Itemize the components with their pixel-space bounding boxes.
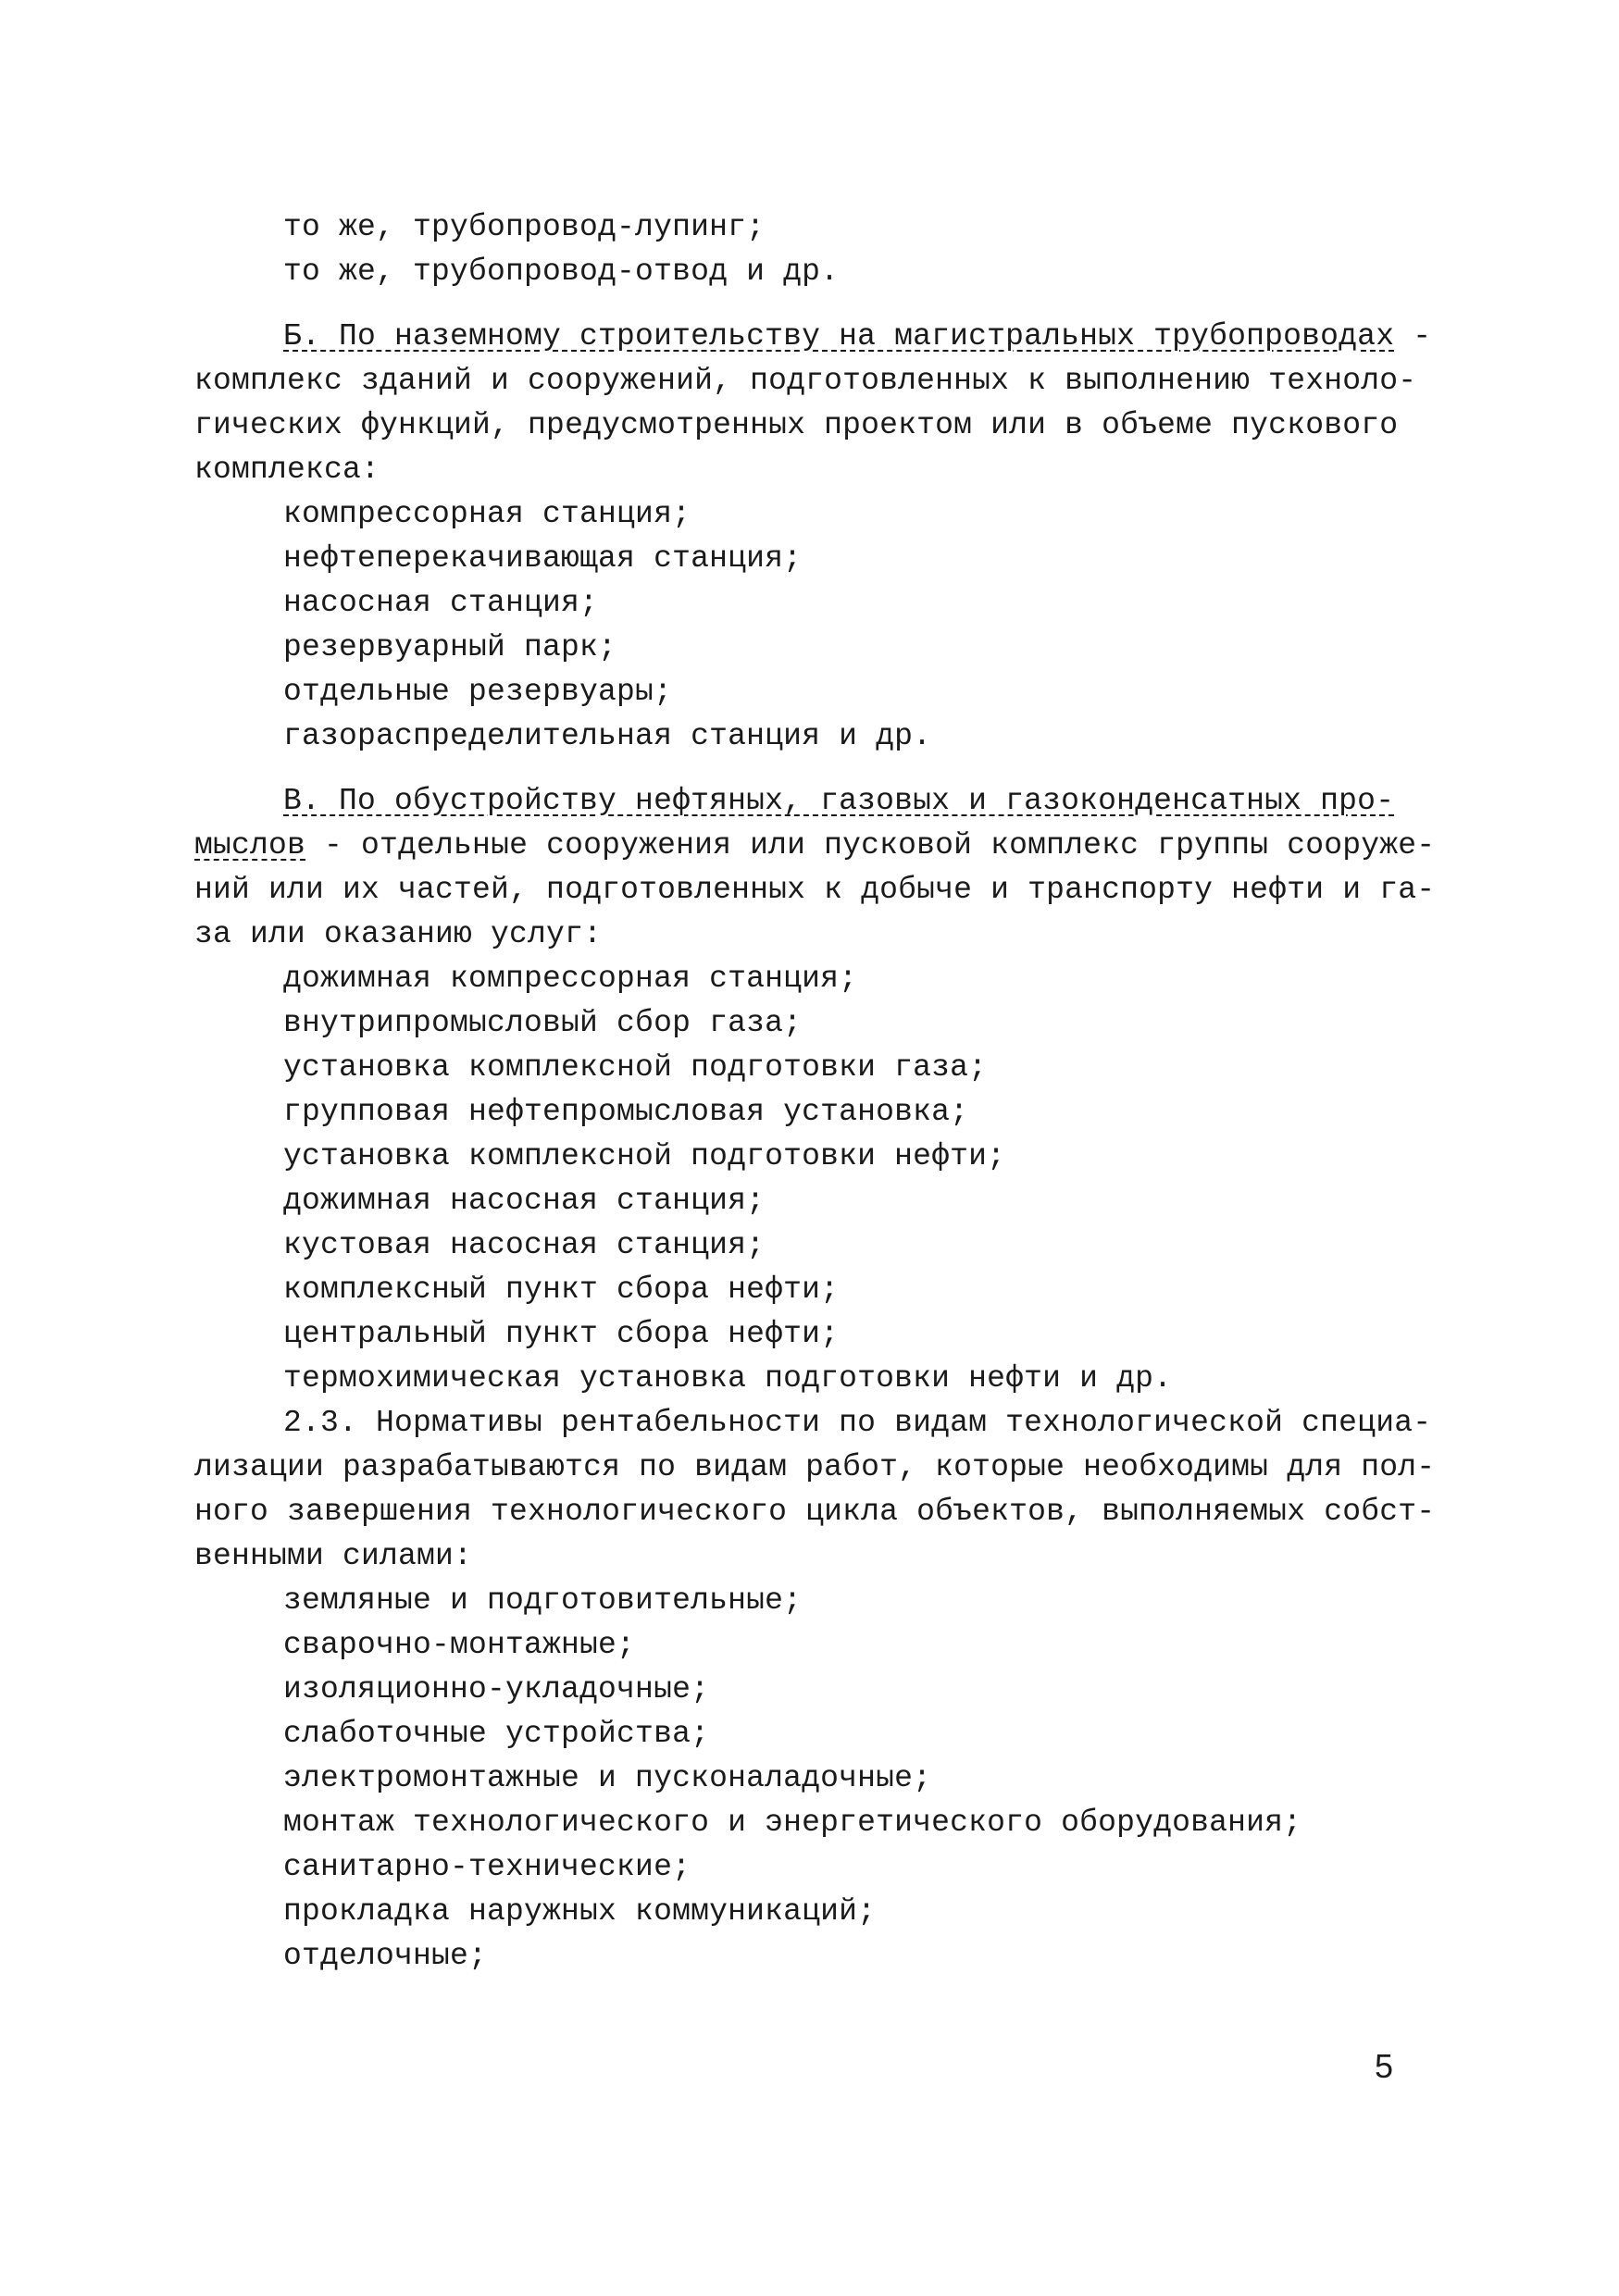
- page-body: [194, 205, 1435, 1979]
- section-v-heading-line: [194, 779, 1435, 824]
- list-item: дожимная компрессорная станция;: [283, 962, 858, 996]
- section-b-heading: Б. По наземному строительству на магистральных трубопроводах: [283, 319, 1395, 354]
- section-v-line-rest: - отдельные сооружения или пусковой комплекс группы сооруже-: [305, 828, 1436, 863]
- list-item: установка комплексной подготовки газа;: [283, 1050, 988, 1085]
- section-b-heading-line: [194, 315, 1435, 359]
- section-v-heading: В. По обустройству нефтяных, газовых и газоконденсатных про-: [283, 784, 1395, 818]
- list-item: то же, трубопровод-отвод и др.: [283, 254, 840, 289]
- paragraph-line: за или оказанию услуг:: [194, 917, 603, 951]
- paragraph-line: [194, 824, 1435, 868]
- page-number: 5: [1375, 2047, 1394, 2085]
- list-item: газораспределительная станция и др.: [283, 719, 932, 753]
- list-item: санитарно-технические;: [283, 1850, 691, 1884]
- list-item: слаботочные устройства;: [283, 1717, 710, 1751]
- list-item: термохимическая установка подготовки нефти и др.: [283, 1361, 1173, 1396]
- paragraph-line: ний или их частей, подготовленных к добыче и транспорту нефти и га-: [194, 873, 1436, 907]
- list-item: изоляционно-укладочные;: [283, 1672, 710, 1706]
- list-item: отделочные;: [283, 1939, 488, 1973]
- paragraph-line: венными силами:: [194, 1539, 473, 1573]
- list-item: электромонтажные и пусконаладочные;: [283, 1761, 932, 1795]
- list-item: нефтеперекачивающая станция;: [283, 541, 803, 576]
- list-item: центральный пункт сбора нефти;: [283, 1317, 840, 1351]
- list-item: внутрипромысловый сбор газа;: [283, 1006, 803, 1040]
- paragraph-line: лизации разрабатываются по видам работ, которые необходимы для пол-: [194, 1450, 1436, 1484]
- list-item: групповая нефтепромысловая установка;: [283, 1095, 969, 1129]
- section-b-heading-rest: -: [1394, 319, 1432, 354]
- list-item: дожимная насосная станция;: [283, 1184, 766, 1218]
- list-item: отдельные резервуары;: [283, 675, 673, 709]
- list-item: то же, трубопровод-лупинг;: [283, 210, 766, 244]
- list-item: земляные и подготовительные;: [283, 1583, 803, 1618]
- list-item: резервуарный парк;: [283, 630, 617, 664]
- list-item: сварочно-монтажные;: [283, 1628, 636, 1662]
- list-item: кустовая насосная станция;: [283, 1228, 766, 1262]
- list-item: насосная станция;: [283, 586, 599, 620]
- list-item: установка комплексной подготовки нефти;: [283, 1139, 1006, 1173]
- paragraph-line: комплекс зданий и сооружений, подготовленных к выполнению техноло-: [194, 364, 1417, 398]
- paragraph-line: ного завершения технологического цикла объектов, выполняемых собст-: [194, 1495, 1436, 1529]
- list-item: комплексный пункт сбора нефти;: [283, 1272, 840, 1307]
- section-v-heading-continuation: мыслов: [194, 828, 306, 863]
- paragraph-line: комплекса:: [194, 453, 380, 487]
- list-item: компрессорная станция;: [283, 497, 691, 531]
- list-item: монтаж технологического и энергетического оборудования;: [283, 1806, 1302, 1840]
- section-2-3-first-line: 2.3. Нормативы рентабельности по видам технологической специа-: [283, 1406, 1432, 1440]
- paragraph-line: гических функций, предусмотренных проектом или в объеме пускового: [194, 408, 1399, 442]
- list-item: прокладка наружных коммуникаций;: [283, 1894, 877, 1929]
